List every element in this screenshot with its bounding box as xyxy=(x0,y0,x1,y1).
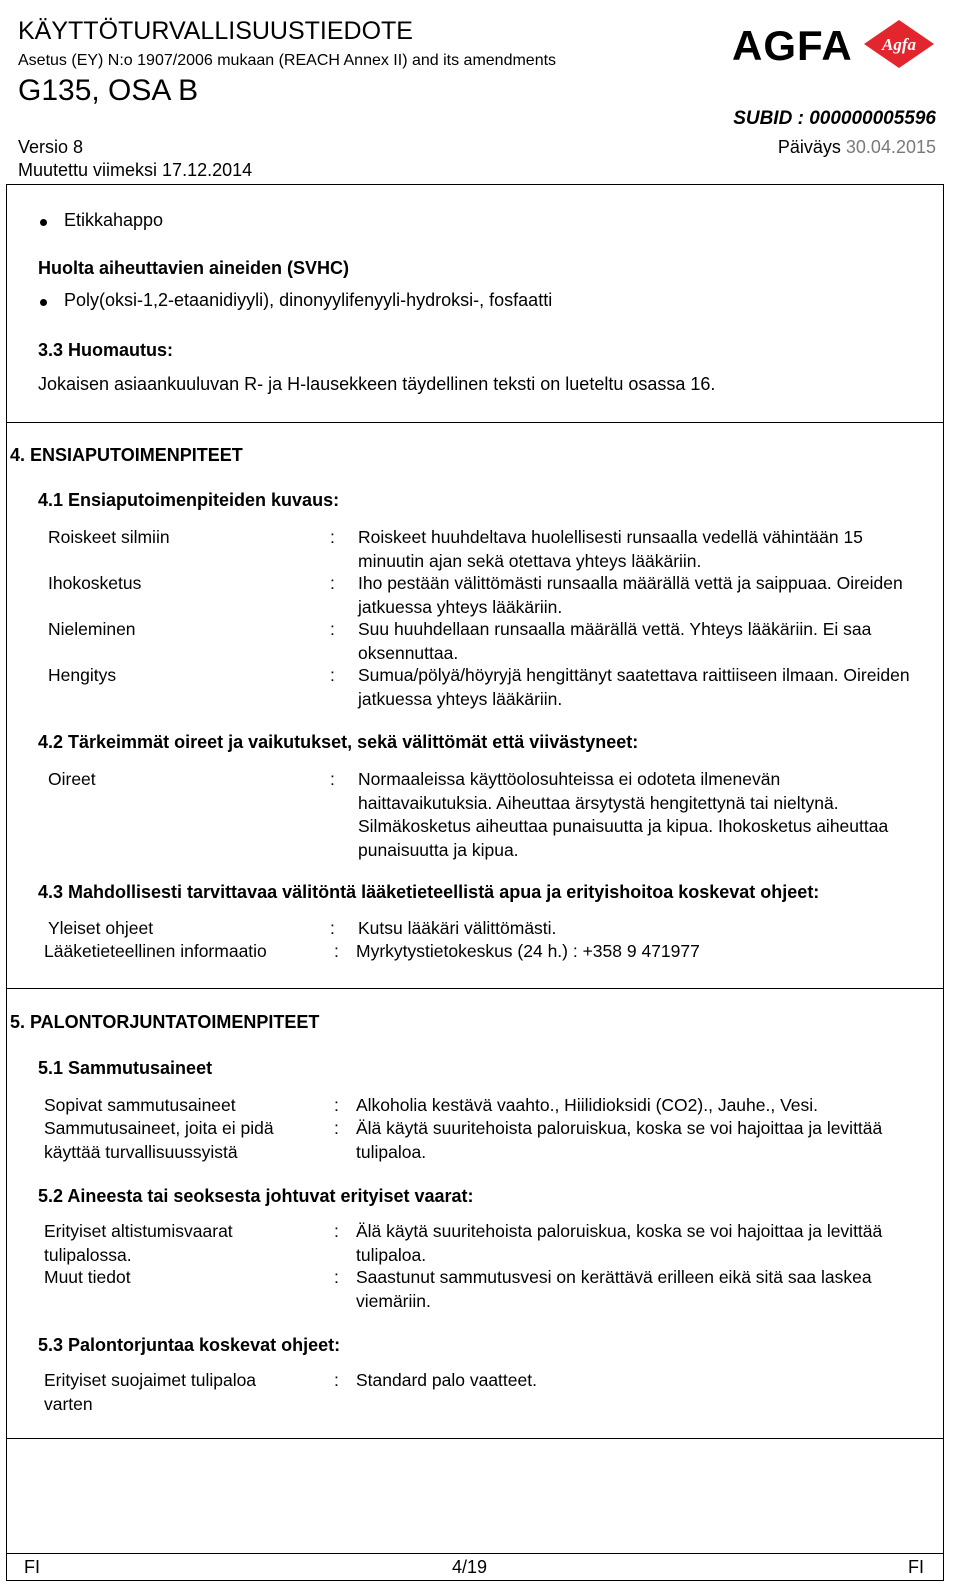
row-value: Myrkytystietokeskus (24 h.) : +358 9 471977 xyxy=(356,941,700,961)
s51-heading: 5.1 Sammutusaineet xyxy=(38,1058,213,1078)
document-title: KÄYTTÖTURVALLISUUSTIEDOTE xyxy=(18,17,413,45)
agfa-badge-text: Agfa xyxy=(882,35,916,54)
section4-heading: 4. ENSIAPUTOIMENPITEET xyxy=(10,445,243,465)
note-heading: 3.3 Huomautus: xyxy=(38,340,174,360)
product-name: G135, OSA B xyxy=(18,74,199,107)
row-label: Erityiset suojaimet tulipaloa varten xyxy=(44,1370,257,1414)
row-colon: : xyxy=(330,619,335,639)
row-value: Älä käytä suuritehoista paloruiskua, koska se voi hajoittaa ja levittää tulipaloa. xyxy=(356,1221,883,1265)
page-number: 4/19 xyxy=(452,1557,488,1577)
row-label: Muut tiedot xyxy=(44,1267,131,1287)
row-value: Saastunut sammutusvesi on kerättävä erilleen eikä sitä saa laskea viemäriin. xyxy=(356,1267,872,1311)
svhc-heading: Huolta aiheuttavien aineiden (SVHC) xyxy=(38,258,350,278)
row-label: Yleiset ohjeet xyxy=(48,918,154,938)
row-value: Älä käytä suuritehoista paloruiskua, koska se voi hajoittaa ja levittää tulipaloa. xyxy=(356,1118,883,1162)
regulation-line: Asetus (EY) N:o 1907/2006 mukaan (REACH Annex II) and its amendments xyxy=(18,52,557,69)
row-value: Standard palo vaatteet. xyxy=(356,1370,537,1390)
row-label: Lääketieteellinen informaatio xyxy=(44,941,267,961)
section-divider xyxy=(6,988,944,989)
row-value: Suu huuhdellaan runsaalla määrällä vettä. Yhteys lääkäriin. Ei saa oksennuttaa. xyxy=(358,619,872,663)
row-colon: : xyxy=(334,1267,339,1287)
date-label: Päiväys xyxy=(777,137,841,157)
row-colon: : xyxy=(330,527,335,547)
row-colon: : xyxy=(330,769,335,789)
agfa-logo xyxy=(732,18,942,70)
s52-heading: 5.2 Aineesta tai seoksesta johtuvat erityiset vaarat: xyxy=(38,1186,474,1206)
s41-row xyxy=(48,664,928,710)
row-value: Alkoholia kestävä vaahto., Hiilidioksidi (CO2)., Jauhe., Vesi. xyxy=(356,1095,819,1115)
s51-row xyxy=(44,1094,928,1118)
subid: SUBID : 000000005596 xyxy=(733,108,936,129)
s43-row xyxy=(48,917,928,941)
row-colon: : xyxy=(334,941,339,961)
row-value: Kutsu lääkäri välittömästi. xyxy=(358,918,557,938)
section-divider xyxy=(6,1438,944,1439)
s41-row xyxy=(48,572,928,618)
s42-heading: 4.2 Tärkeimmät oireet ja vaikutukset, sekä välittömät että viivästyneet: xyxy=(38,732,639,752)
s52-row xyxy=(44,1266,928,1312)
row-colon: : xyxy=(334,1095,339,1115)
date xyxy=(778,137,936,158)
footer-language-right: FI xyxy=(908,1557,924,1577)
row-label: Sopivat sammutusaineet xyxy=(44,1095,236,1115)
row-value: Roiskeet huuhdeltava huolellisesti runsaalla vedellä vähintään 15 minuutin ajan sekä otettava yhteys lääkäriin. xyxy=(358,527,863,571)
row-colon: : xyxy=(330,665,335,685)
bullet-icon xyxy=(40,299,47,306)
row-colon: : xyxy=(334,1221,339,1241)
row-label: Hengitys xyxy=(48,665,117,685)
s41-row xyxy=(48,526,928,572)
date-value: 30.04.2015 xyxy=(845,137,936,157)
frame-right xyxy=(943,184,944,1581)
row-label: Sammutusaineet, joita ei pidä käyttää turvallisuussyistä xyxy=(44,1118,274,1162)
component-item: Etikkahappo xyxy=(64,210,164,230)
s42-row xyxy=(48,768,928,862)
svhc-item: Poly(oksi-1,2-etaanidiyyli), dinonyylifenyyli-hydroksi-, fosfaatti xyxy=(64,290,553,310)
s52-row xyxy=(44,1220,928,1266)
frame-bottom xyxy=(6,1580,944,1581)
agfa-rhombus-icon xyxy=(864,20,934,68)
row-label: Erityiset altistumisvaarat tulipalossa. xyxy=(44,1221,233,1265)
row-label: Ihokosketus xyxy=(48,573,142,593)
row-label: Oireet xyxy=(48,769,96,789)
s43-row xyxy=(44,940,928,964)
footer-language-left: FI xyxy=(24,1557,40,1577)
agfa-wordmark: AGFA xyxy=(732,22,853,69)
section5-heading: 5. PALONTORJUNTATOIMENPITEET xyxy=(10,1012,320,1032)
s53-heading: 5.3 Palontorjuntaa koskevat ohjeet: xyxy=(38,1335,341,1355)
bullet-icon xyxy=(40,219,47,226)
s43-heading: 4.3 Mahdollisesti tarvittavaa välitöntä lääketieteellistä apua ja erityishoitoa koskevat ohjeet: xyxy=(38,882,820,902)
s53-row xyxy=(44,1369,928,1415)
row-colon: : xyxy=(334,1370,339,1390)
s51-row xyxy=(44,1117,928,1165)
note-text: Jokaisen asiaankuuluvan R- ja H-lausekkeen täydellinen teksti on lueteltu osassa 16. xyxy=(38,374,716,394)
row-colon: : xyxy=(334,1118,339,1138)
footer-divider xyxy=(6,1553,944,1554)
row-colon: : xyxy=(330,918,335,938)
row-value: Iho pestään välittömästi runsaalla määrällä vettä ja saippuaa. Oireiden jatkuessa yhteys lääkäriin. xyxy=(358,573,903,617)
frame-top xyxy=(6,184,944,185)
row-value: Sumua/pölyä/höyryjä hengittänyt saatettava raittiiseen ilmaan. Oireiden jatkuessa yhteys lääkäriin. xyxy=(358,665,910,709)
frame-left xyxy=(6,184,7,1581)
row-label: Roiskeet silmiin xyxy=(48,527,170,547)
row-value: Normaaleissa käyttöolosuhteissa ei odoteta ilmenevän haittavaikutuksia. Aiheuttaa ärsytystä hengitettynä tai nieltynä. Silmäkosketus aiheuttaa punaisuutta ja kipua. Ihokosketus aiheuttaa punaisuutta ja kipua. xyxy=(358,769,889,860)
row-colon: : xyxy=(330,573,335,593)
s41-row xyxy=(48,618,928,664)
row-label: Nieleminen xyxy=(48,619,136,639)
s41-heading: 4.1 Ensiaputoimenpiteiden kuvaus: xyxy=(38,490,340,510)
revised-date: Muutettu viimeksi 17.12.2014 xyxy=(18,160,253,180)
version: Versio 8 xyxy=(18,137,84,157)
section-divider xyxy=(6,422,944,423)
